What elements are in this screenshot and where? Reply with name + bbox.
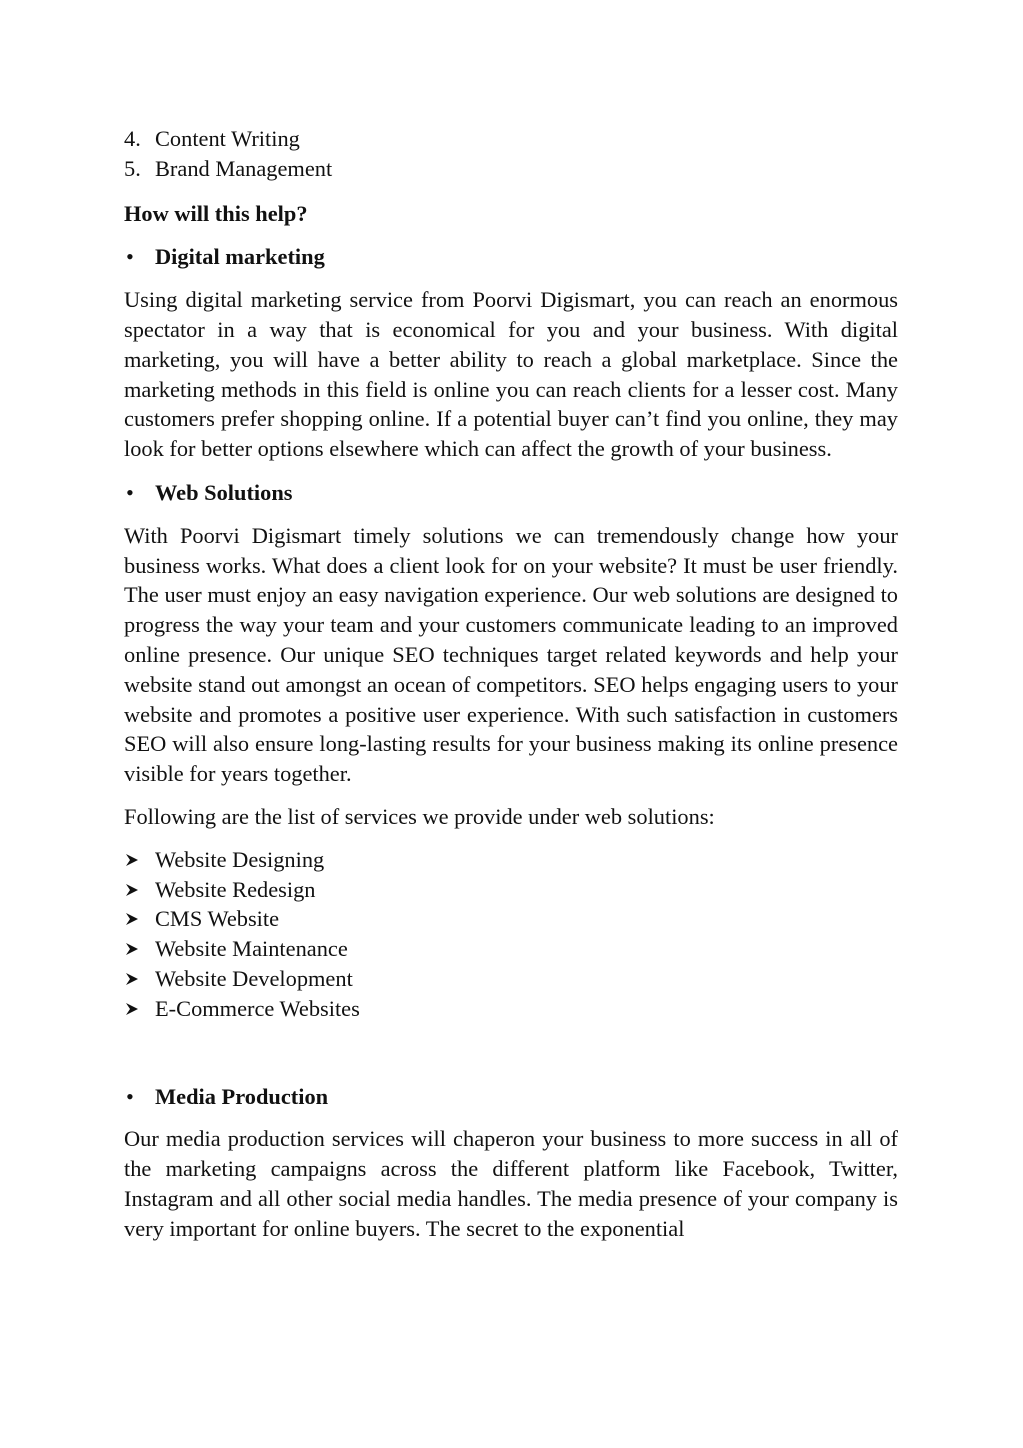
service-item-text: CMS Website xyxy=(155,906,280,932)
list-item xyxy=(124,964,898,994)
bullet-icon: • xyxy=(126,244,134,270)
list-number: 4. xyxy=(124,126,141,151)
web-solutions-heading xyxy=(124,478,898,508)
arrow-bullet-icon xyxy=(124,1001,140,1017)
digital-marketing-paragraph: Using digital marketing service from Poorvi Digismart, you can reach an enormous spectator in a way that is economical for you and your business. With digital marketing, you will have a better ability to reach a global marketplace. Since the marketing methods in this field is online you can reach clients for a lesser cost. Many customers prefer shopping online. If a potential buyer can’t find you online, they may look for better options elsewhere which can affect the growth of your business. xyxy=(124,287,898,462)
service-item-text: Website Maintenance xyxy=(155,936,348,962)
list-number: 5. xyxy=(124,155,141,181)
service-item-text: Website Development xyxy=(155,965,353,991)
web-solutions-paragraph: With Poorvi Digismart timely solutions we can tremendously change how your business works. What does a client look for on your website? It must be user friendly. The user must enjoy an easy navigation experience. Our web solutions are designed to progress the way your team and your customers communicate leading to an improved online presence. Our unique SEO techniques target related keywords and help your website stand out amongst an ocean of competitors. SEO helps engaging users to your website and promotes a positive user experience. With such satisfaction in customers SEO will also ensure long-lasting results for your business making its online presence visible for years together. xyxy=(124,522,898,787)
arrow-bullet-icon xyxy=(124,911,140,927)
service-item-text: Website Designing xyxy=(155,846,325,872)
digital-marketing-title: Digital marketing xyxy=(155,244,325,270)
arrow-bullet-icon xyxy=(124,852,140,868)
list-item xyxy=(124,845,898,875)
arrow-bullet-icon xyxy=(124,971,140,987)
arrow-bullet-icon xyxy=(124,941,140,957)
section-heading: How will this help? xyxy=(124,200,308,226)
services-list xyxy=(124,845,898,1024)
list-item xyxy=(124,934,898,964)
services-lead-text: Following are the list of services we provide under web solutions: xyxy=(124,803,715,829)
service-item-text: E-Commerce Websites xyxy=(155,995,360,1021)
document-content xyxy=(124,124,898,1244)
list-item-text: Brand Management xyxy=(155,155,333,181)
web-solutions-title: Web Solutions xyxy=(155,479,293,505)
list-item xyxy=(124,904,898,934)
bullet-icon: • xyxy=(126,479,134,505)
list-item xyxy=(124,124,898,154)
bullet-icon: • xyxy=(126,1083,134,1109)
numbered-list xyxy=(124,124,898,184)
digital-marketing-heading xyxy=(124,242,898,272)
blank-line xyxy=(124,1024,898,1068)
list-item xyxy=(124,154,898,184)
media-production-title: Media Production xyxy=(155,1083,329,1109)
arrow-bullet-icon xyxy=(124,882,140,898)
list-item xyxy=(124,994,898,1024)
list-item xyxy=(124,875,898,905)
list-item-text: Content Writing xyxy=(155,126,300,151)
media-production-paragraph: Our media production services will chaperon your business to more success in all of the marketing campaigns across the different platform like Facebook, Twitter, Instagram and all other social media handles. The media presence of your company is very important for online buyers. The secret to the exponential xyxy=(124,1126,898,1241)
service-item-text: Website Redesign xyxy=(155,876,316,902)
media-production-heading xyxy=(124,1082,898,1112)
